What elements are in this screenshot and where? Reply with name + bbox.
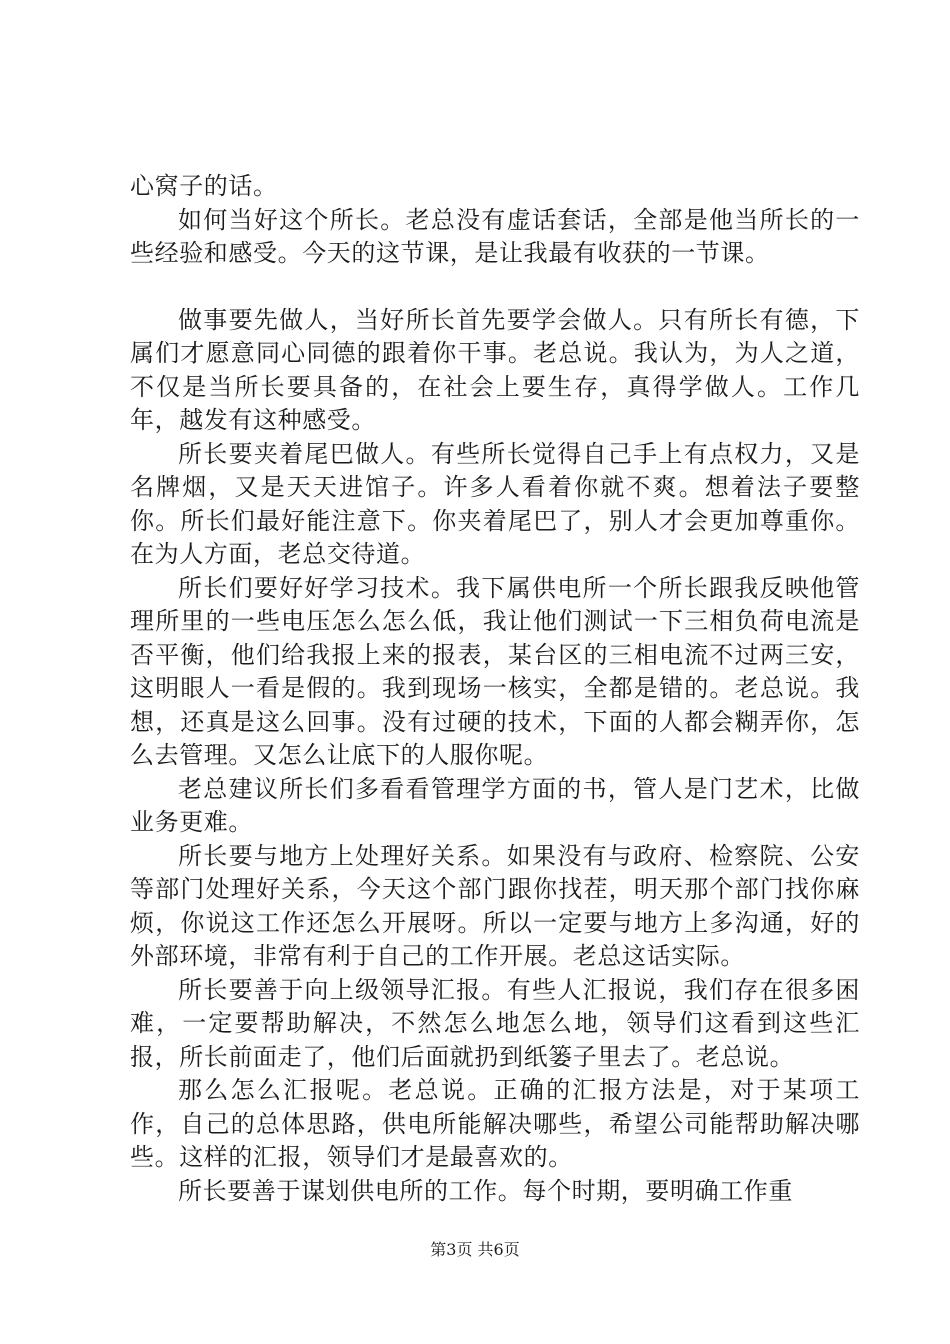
paragraph: 所长们要好好学习技术。我下属供电所一个所长跟我反映他管理所里的一些电压怎么怎么低，我让他们测试一下三相负荷电流是否平衡，他们给我报上来的报表，某台区的三相电流不过两三安，这明眼人一看是假的。我到现场一核实，全都是错的。老总说。我想，还真是这么回事。没有过硬的技术，下面的人都会糊弄你，怎么去管理。又怎么让底下的人服你呢。 [130,573,860,769]
paragraph: 心窝子的话。 [130,172,278,200]
paragraph: 所长要善于向上级领导汇报。有些人汇报说，我们存在很多困难，一定要帮助解决，不然怎么地怎么地，领导们这看到这些汇报，所长前面走了，他们后面就扔到纸篓子里去了。老总说。 [130,975,860,1071]
paragraph: 所长要夹着尾巴做人。有些所长觉得自己手上有点权力，又是名牌烟，又是天天进馆子。许多人看着你就不爽。想着法子要整你。所长们最好能注意下。你夹着尾巴了，别人才会更加尊重你。在为人方面，老总交待道。 [130,439,860,568]
paragraph: 那么怎么汇报呢。老总说。正确的汇报方法是，对于某项工作，自己的总体思路，供电所能解决哪些，希望公司能帮助解决哪些。这样的汇报，领导们才是最喜欢的。 [130,1076,860,1171]
paragraph: 所长要善于谋划供电所的工作。每个时期，要明确工作重 [178,1176,793,1205]
paragraph: 做事要先做人，当好所长首先要学会做人。只有所长有德，下属们才愿意同心同德的跟着你干事。老总说。我认为，为人之道，不仅是当所长要具备的，在社会上要生存，真得学做人。工作几年，越发有这种感受。 [130,305,860,434]
page-number-footer: 第3页 共6页 [430,1240,520,1259]
document-body [130,170,860,1208]
paragraph: 所长要与地方上处理好关系。如果没有与政府、检察院、公安等部门处理好关系，今天这个部门跟你找茬，明天那个部门找你麻烦，你说这工作还怎么开展呀。所以一定要与地方上多沟通，好的外部环境，非常有利于自己的工作开展。老总这话实际。 [130,841,860,970]
paragraph: 如何当好这个所长。老总没有虚话套话，全部是他当所长的一些经验和感受。今天的这节课，是让我最有收获的一节课。 [130,205,860,267]
paragraph: 老总建议所长们多看看管理学方面的书，管人是门艺术，比做业务更难。 [130,774,860,836]
